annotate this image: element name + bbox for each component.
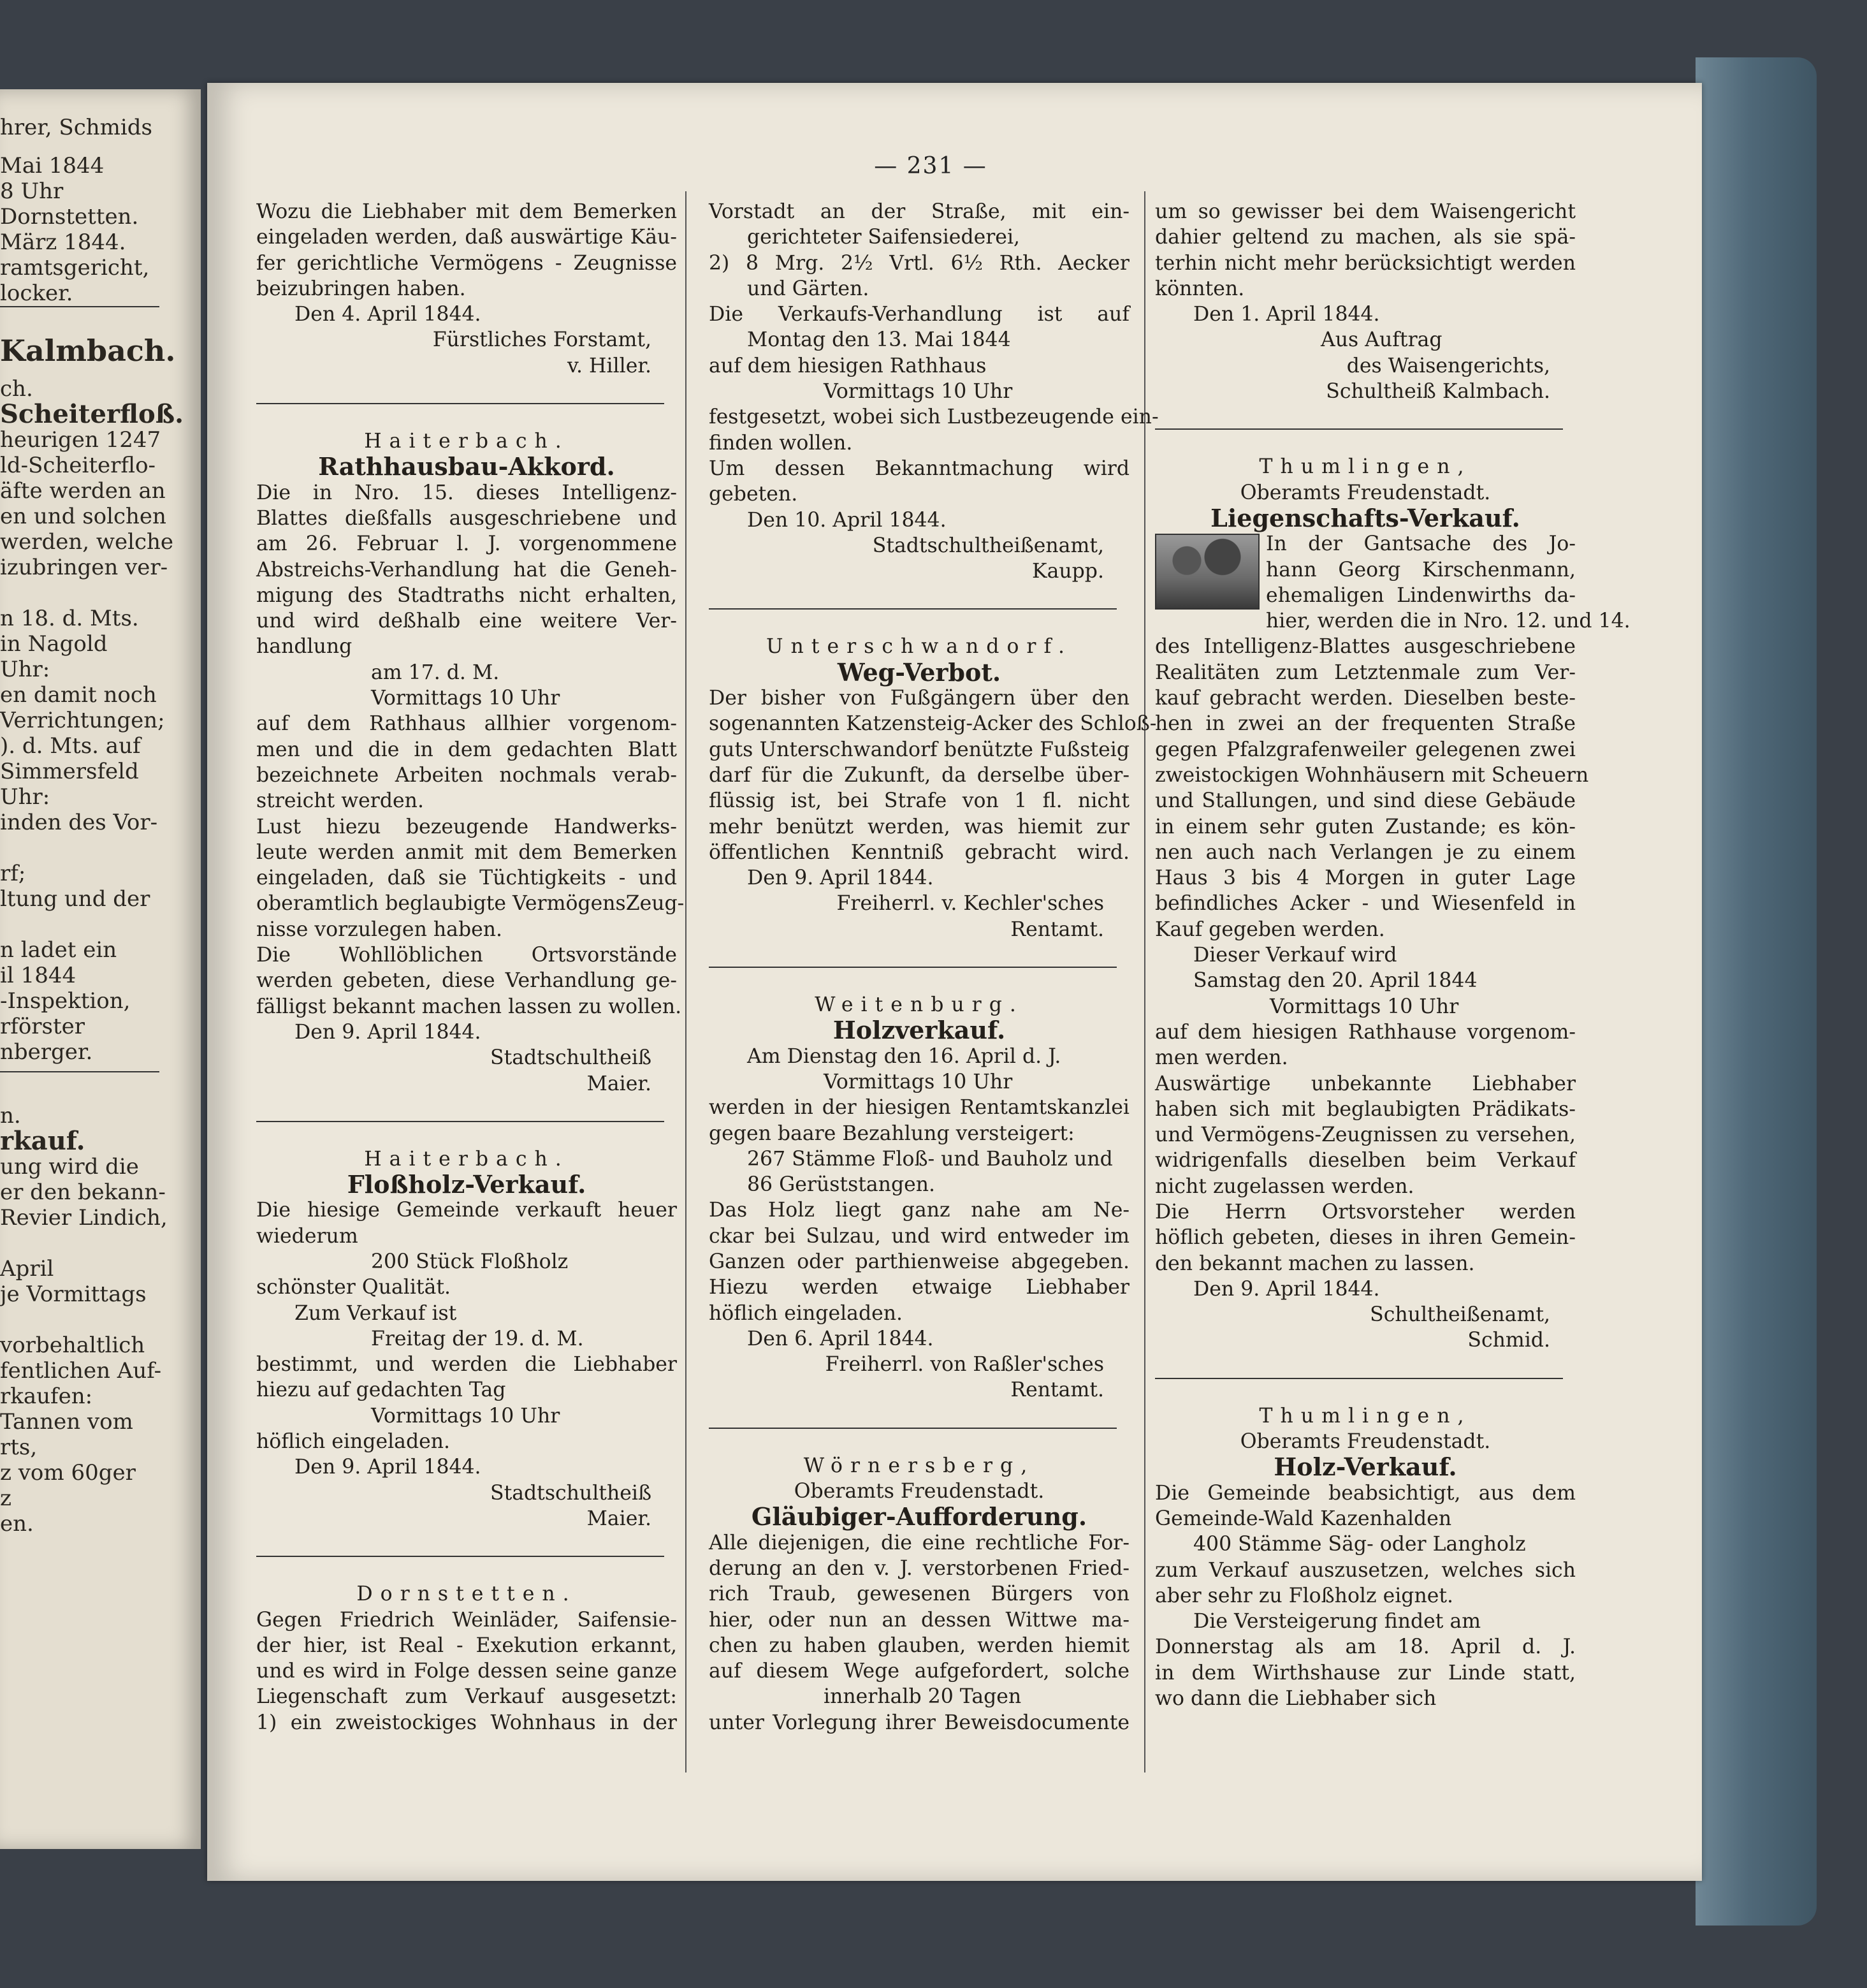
left-page-line: 8 Uhr bbox=[0, 179, 64, 204]
text-line: Den 1. April 1844. bbox=[1193, 303, 1380, 326]
text-line: werden in der hiesigen Rentamtskanzlei bbox=[709, 1096, 1130, 1120]
text-line: migung des Stadtraths nicht erhalten, bbox=[256, 583, 677, 607]
left-page-line: in Nagold bbox=[0, 631, 108, 657]
text-line: Die Herrn Ortsvorsteher werden bbox=[1155, 1200, 1576, 1224]
left-page-line: werden, welche bbox=[0, 529, 174, 555]
text-line: am 17. d. M. bbox=[371, 661, 500, 684]
text-line: 1) ein zweistockiges Wohnhaus in der bbox=[256, 1711, 677, 1734]
text-line: Stadtschultheiß bbox=[490, 1481, 651, 1505]
text-line: Schultheiß Kalmbach. bbox=[1326, 380, 1550, 404]
text-line: Dieser Verkauf wird bbox=[1193, 944, 1397, 967]
text-line: leute werden anmit mit dem Bemerken bbox=[256, 840, 677, 864]
text-line: Ganzen oder parthienweise abgegeben. bbox=[709, 1250, 1130, 1273]
separator-rule bbox=[709, 967, 1117, 968]
text-line: hen in zwei an der frequenten Straße bbox=[1155, 712, 1576, 736]
left-page-line: n. bbox=[0, 1103, 21, 1129]
left-page-line: rkaufen: bbox=[0, 1384, 93, 1409]
text-line: öffentlichen Kenntniß gebracht wird. bbox=[709, 840, 1130, 864]
notice-title: Holz-Verkauf. bbox=[1274, 1452, 1457, 1482]
left-page-line: ltung und der bbox=[0, 886, 150, 912]
separator-rule bbox=[709, 608, 1117, 610]
left-page-line: je Vormittags bbox=[0, 1282, 147, 1307]
text-line: beizubringen haben. bbox=[256, 277, 466, 300]
text-line: 200 Stück Floßholz bbox=[371, 1250, 569, 1273]
text-line: befindliches Acker - und Wiesenfeld in bbox=[1155, 892, 1576, 916]
text-line: und Gärten. bbox=[747, 277, 869, 300]
left-page-line: rf; bbox=[0, 861, 26, 886]
text-line: sogenannten Katzensteig-Acker des Schloß- bbox=[709, 712, 1157, 736]
text-line: Der bisher von Fußgängern über den bbox=[709, 687, 1130, 710]
text-line: auf dem hiesigen Rathhaus bbox=[709, 354, 987, 377]
text-line: wiederum bbox=[256, 1224, 358, 1248]
text-line: Freiherrl. v. Kechler'sches bbox=[836, 892, 1104, 916]
text-line: nicht zugelassen werden. bbox=[1155, 1174, 1414, 1198]
text-line: Maier. bbox=[586, 1507, 651, 1530]
text-line: auf dem Rathhaus allhier vorgenom- bbox=[256, 712, 677, 736]
text-line: Vorstadt an der Straße, mit ein- bbox=[709, 200, 1130, 223]
left-page-line: hrer, Schmids bbox=[0, 115, 152, 140]
notice-title: Holzverkauf. bbox=[832, 1016, 1006, 1045]
text-line: eingeladen, daß sie Tüchtigkeits - und bbox=[256, 866, 677, 890]
text-line: terhin nicht mehr berücksichtigt werden bbox=[1155, 251, 1576, 275]
text-line: und wird deßhalb eine weitere Ver- bbox=[256, 610, 677, 633]
column-2 bbox=[709, 199, 1159, 1736]
left-page-line: z vom 60ger bbox=[0, 1460, 136, 1486]
left-page-line: nberger. bbox=[0, 1039, 93, 1065]
notice-place: Haiterbach. bbox=[364, 430, 569, 453]
column-rule bbox=[1144, 191, 1145, 1772]
text-line: in einem sehr guten Zustande; es kön- bbox=[1155, 815, 1576, 838]
separator-rule bbox=[256, 403, 664, 404]
left-page-line: Uhr: bbox=[0, 657, 50, 682]
left-page-line: Simmersfeld bbox=[0, 759, 139, 784]
text-line: höflich eingeladen. bbox=[709, 1301, 903, 1325]
text-line: Die Verkaufs-Verhandlung ist auf bbox=[709, 303, 1130, 326]
text-line: schönster Qualität. bbox=[256, 1276, 451, 1299]
notice-place: Thumlingen, bbox=[1259, 1404, 1472, 1428]
text-line: Schmid. bbox=[1467, 1329, 1550, 1352]
text-line: Liegenschaft zum Verkauf ausgesetzt: bbox=[256, 1685, 677, 1709]
text-line: Realitäten zum Letztenmale zum Ver- bbox=[1155, 661, 1576, 684]
text-line: Vormittags 10 Uhr bbox=[371, 1404, 560, 1428]
text-line: men werden. bbox=[1155, 1046, 1288, 1070]
text-line: den bekannt machen zu lassen. bbox=[1155, 1252, 1475, 1275]
text-line: In der Gantsache des Jo- bbox=[1266, 532, 1576, 556]
text-line: Vormittags 10 Uhr bbox=[824, 1070, 1013, 1093]
text-line: Den 9. April 1844. bbox=[1193, 1277, 1380, 1301]
text-line: Die in Nro. 15. dieses Intelligenz- bbox=[256, 481, 677, 504]
text-line: des Waisengerichts, bbox=[1346, 354, 1550, 377]
text-line: unter Vorlegung ihrer Beweisdocumente bbox=[709, 1711, 1130, 1734]
left-page-line: -Inspektion, bbox=[0, 988, 131, 1014]
text-line: handlung bbox=[256, 635, 352, 659]
text-line: flüssig ist, bei Strafe von 1 fl. nicht bbox=[709, 789, 1130, 813]
text-line: Kauf gegeben werden. bbox=[1155, 917, 1385, 941]
left-page-line: fentlichen Auf- bbox=[0, 1358, 162, 1384]
separator-rule bbox=[256, 1556, 664, 1557]
notice-title: Weg-Verbot. bbox=[837, 657, 1001, 687]
left-page-line: rts, bbox=[0, 1435, 38, 1460]
notice-title: Rathhausbau-Akkord. bbox=[318, 452, 615, 481]
notice-place: Thumlingen, bbox=[1259, 455, 1472, 479]
text-line: fälligst bekannt machen lassen zu wollen. bbox=[256, 995, 682, 1018]
left-page-line: vorbehaltlich bbox=[0, 1333, 145, 1358]
text-line: Die Versteigerung findet am bbox=[1193, 1610, 1481, 1634]
left-page-line: z bbox=[0, 1486, 11, 1511]
text-line: Rentamt. bbox=[1010, 1378, 1104, 1402]
text-line: Den 10. April 1844. bbox=[747, 508, 947, 532]
text-line: höflich eingeladen. bbox=[256, 1430, 451, 1454]
separator-rule bbox=[256, 1121, 664, 1122]
left-page-line: Mai 1844 bbox=[0, 153, 105, 179]
left-page-line: ramtsgericht, bbox=[0, 255, 150, 281]
text-line: hann Georg Kirschenmann, bbox=[1266, 558, 1576, 581]
text-line: gebeten. bbox=[709, 483, 798, 506]
text-line: Samstag den 20. April 1844 bbox=[1193, 969, 1478, 993]
text-line: Oberamts Freudenstadt. bbox=[1240, 481, 1491, 504]
text-line: bezeichnete Arbeiten nochmals verab- bbox=[256, 763, 677, 787]
left-page-line: ld-Scheiterflo- bbox=[0, 453, 156, 478]
text-line: dahier geltend zu machen, als sie spä- bbox=[1155, 226, 1576, 249]
left-page-fragment bbox=[0, 89, 201, 1849]
notice-title: Floßholz-Verkauf. bbox=[347, 1170, 586, 1199]
book-cover-edge bbox=[1696, 57, 1817, 1926]
separator-rule bbox=[1155, 1378, 1563, 1379]
text-line: hier, werden die in Nro. 12. und 14. bbox=[1266, 610, 1631, 633]
text-line: Das Holz liegt ganz nahe am Ne- bbox=[709, 1199, 1130, 1222]
house-woodcut-image bbox=[1155, 534, 1260, 610]
text-line: Die Wohllöblichen Ortsvorstände bbox=[256, 944, 677, 967]
text-line: in dem Wirthshause zur Linde statt, bbox=[1155, 1661, 1576, 1685]
text-line: finden wollen. bbox=[709, 431, 853, 455]
text-line: Donnerstag als am 18. April d. J. bbox=[1155, 1635, 1576, 1659]
text-line: Aus Auftrag bbox=[1321, 328, 1442, 352]
text-line: Rentamt. bbox=[1010, 917, 1104, 941]
text-line: Den 4. April 1844. bbox=[294, 303, 481, 326]
notice-title: Liegenschafts-Verkauf. bbox=[1210, 503, 1520, 532]
text-line: Vormittags 10 Uhr bbox=[824, 380, 1013, 404]
text-line: hiezu auf gedachten Tag bbox=[256, 1378, 506, 1402]
text-line: Montag den 13. Mai 1844 bbox=[747, 328, 1011, 352]
text-line: zum Verkauf auszusetzen, welches sich bbox=[1155, 1558, 1576, 1582]
left-page-line: n ladet ein bbox=[0, 937, 117, 963]
text-line: Fürstliches Forstamt, bbox=[432, 328, 651, 352]
left-page-line: April bbox=[0, 1256, 54, 1282]
text-line: Alle diejenigen, die eine rechtliche For- bbox=[709, 1531, 1130, 1554]
notice-place: Wörnersberg, bbox=[803, 1454, 1035, 1477]
text-line: Den 9. April 1844. bbox=[294, 1020, 481, 1044]
notice-title: Gläubiger-Aufforderung. bbox=[751, 1502, 1087, 1531]
text-line: ehemaligen Lindenwirths da- bbox=[1266, 583, 1576, 607]
left-page-line: en. bbox=[0, 1511, 34, 1537]
text-line: zweistockigen Wohnhäusern mit Scheuern bbox=[1155, 763, 1589, 787]
notice-place: Unterschwandorf. bbox=[766, 635, 1073, 659]
text-line: auf diesem Wege aufgefordert, solche bbox=[709, 1660, 1130, 1683]
left-page-line: en damit noch bbox=[0, 682, 157, 708]
left-page-line: rkauf. bbox=[0, 1126, 85, 1156]
column-1 bbox=[256, 199, 685, 1736]
text-line: aber sehr zu Floßholz eignet. bbox=[1155, 1584, 1454, 1607]
left-page-line: ch. bbox=[0, 376, 33, 402]
text-line: Den 9. April 1844. bbox=[747, 866, 934, 890]
separator-rule bbox=[1155, 428, 1563, 430]
text-line: Den 6. April 1844. bbox=[747, 1327, 934, 1350]
text-line: 86 Gerüststangen. bbox=[747, 1173, 936, 1197]
text-line: innerhalb 20 Tagen bbox=[824, 1685, 1022, 1709]
text-line: Haus 3 bis 4 Morgen in guter Lage bbox=[1155, 866, 1576, 890]
left-page-line: heurigen 1247 bbox=[0, 427, 161, 453]
text-line: um so gewisser bei dem Waisengericht bbox=[1155, 200, 1576, 223]
text-line: Maier. bbox=[586, 1072, 651, 1095]
text-line: und Stallungen, und sind diese Gebäude bbox=[1155, 789, 1576, 813]
text-line: Um dessen Bekanntmachung wird bbox=[709, 457, 1130, 480]
text-line: ckar bei Sulzau, und wird entweder im bbox=[709, 1224, 1130, 1248]
text-line: Hiezu werden etwaige Liebhaber bbox=[709, 1276, 1130, 1299]
text-line: men und die in dem gedachten Blatt bbox=[256, 738, 677, 761]
text-line: Am Dienstag den 16. April d. J. bbox=[747, 1044, 1061, 1068]
left-page-line: il 1844 bbox=[0, 963, 76, 988]
left-page-line: März 1844. bbox=[0, 230, 126, 255]
left-page-line: Uhr: bbox=[0, 784, 50, 810]
text-line: Gemeinde-Wald Kazenhalden bbox=[1155, 1507, 1452, 1530]
text-line: des Intelligenz-Blattes ausgeschriebene bbox=[1155, 635, 1576, 659]
left-page-line: rförster bbox=[0, 1014, 85, 1039]
left-page-line: n 18. d. Mts. bbox=[0, 606, 139, 631]
text-line: und Vermögens-Zeugnissen zu versehen, bbox=[1155, 1123, 1576, 1147]
text-line: Abstreichs-Verhandlung hat die Geneh- bbox=[256, 558, 677, 581]
text-line: darf für die Zukunft, da derselbe über- bbox=[709, 763, 1130, 787]
text-line: streicht werden. bbox=[256, 789, 424, 813]
text-line: werden gebeten, diese Verhandlung ge- bbox=[256, 969, 677, 993]
text-line: Stadtschultheiß bbox=[490, 1046, 651, 1070]
text-line: gerichteter Saifensiederei, bbox=[747, 226, 1021, 249]
text-line: Wozu die Liebhaber mit dem Bemerken bbox=[256, 200, 677, 223]
left-page-line: locker. bbox=[0, 281, 73, 306]
text-line: Kaupp. bbox=[1032, 560, 1104, 583]
separator-rule bbox=[0, 306, 159, 307]
text-line: Blattes dießfalls ausgeschriebene und bbox=[256, 506, 677, 530]
text-line: Zum Verkauf ist bbox=[294, 1301, 457, 1325]
text-line: Den 9. April 1844. bbox=[294, 1456, 481, 1479]
text-line: Freiherrl. von Raßler'sches bbox=[825, 1353, 1104, 1377]
text-line: Auswärtige unbekannte Liebhaber bbox=[1155, 1072, 1576, 1095]
text-line: haben sich mit beglaubigten Prädikats- bbox=[1155, 1097, 1576, 1121]
text-line: Freitag der 19. d. M. bbox=[371, 1327, 584, 1350]
text-line: fer gerichtliche Vermögens - Zeugnisse bbox=[256, 251, 677, 275]
left-page-line: Verrichtungen; bbox=[0, 708, 165, 733]
text-line: gegen Pfalzgrafenweiler gelegenen zwei bbox=[1155, 738, 1576, 761]
page-number: — 231 — bbox=[874, 153, 987, 179]
left-page-line: äfte werden an bbox=[0, 478, 166, 504]
text-line: 2) 8 Mrg. 2½ Vrtl. 6½ Rth. Aecker bbox=[709, 251, 1130, 275]
text-line: widrigenfalls dieselben beim Verkauf bbox=[1155, 1149, 1576, 1173]
left-page-line: en und solchen bbox=[0, 504, 166, 529]
text-line: guts Unterschwandorf benützte Fußsteig bbox=[709, 738, 1130, 761]
text-line: Die hiesige Gemeinde verkauft heuer bbox=[256, 1199, 677, 1222]
text-line: der hier, ist Real - Exekution erkannt, bbox=[256, 1634, 677, 1657]
text-line: hier, oder nun an dessen Wittwe ma- bbox=[709, 1608, 1130, 1632]
text-line: kauf gebracht werden. Dieselben beste- bbox=[1155, 687, 1576, 710]
left-page-line: Tannen vom bbox=[0, 1409, 133, 1435]
left-page-line: inden des Vor- bbox=[0, 810, 158, 835]
text-line: 400 Stämme Säg- oder Langholz bbox=[1193, 1533, 1526, 1556]
column-3 bbox=[1155, 199, 1631, 1711]
text-line: mehr benützt werden, was hiemit zur bbox=[709, 815, 1130, 838]
text-line: derung an den v. J. verstorbenen Fried- bbox=[709, 1556, 1130, 1580]
text-line: rich Traub, gewesenen Bürgers von bbox=[709, 1582, 1130, 1606]
text-line: nen auch nach Verlangen je zu einem bbox=[1155, 840, 1576, 864]
text-line: und es wird in Folge dessen seine ganze bbox=[256, 1660, 677, 1683]
notice-place: Weitenburg. bbox=[815, 993, 1024, 1017]
notice-place: Dornstetten. bbox=[356, 1582, 577, 1606]
text-line: eingeladen werden, daß auswärtige Käu- bbox=[256, 226, 677, 249]
text-line: nisse vorzulegen haben. bbox=[256, 917, 503, 941]
left-page-line: izubringen ver- bbox=[0, 555, 168, 580]
text-line: auf dem hiesigen Rathhause vorgenom- bbox=[1155, 1020, 1576, 1044]
left-page-line: ung wird die bbox=[0, 1154, 139, 1180]
text-line: v. Hiller. bbox=[567, 354, 651, 377]
text-line: festgesetzt, wobei sich Lustbezeugende ein- bbox=[709, 406, 1159, 429]
text-line: höflich gebeten, dieses in ihren Gemein- bbox=[1155, 1226, 1576, 1250]
text-line: Vormittags 10 Uhr bbox=[371, 687, 560, 710]
left-page-line: Revier Lindich, bbox=[0, 1205, 168, 1231]
notice-place: Haiterbach. bbox=[364, 1147, 569, 1171]
left-page-line: ). d. Mts. auf bbox=[0, 733, 141, 759]
text-line: Schultheißenamt, bbox=[1370, 1303, 1550, 1327]
text-line: Vormittags 10 Uhr bbox=[1270, 995, 1459, 1018]
text-line: chen zu haben glauben, werden hiemit bbox=[709, 1634, 1130, 1657]
text-line: Oberamts Freudenstadt. bbox=[794, 1480, 1045, 1503]
text-line: bestimmt, und werden die Liebhaber bbox=[256, 1353, 677, 1377]
column-rule bbox=[685, 191, 687, 1772]
left-page-line: Scheiterfloß. bbox=[0, 399, 184, 429]
left-page-line: Dornstetten. bbox=[0, 204, 139, 230]
text-line: am 26. Februar l. J. vorgenommene bbox=[256, 532, 677, 556]
text-line: 267 Stämme Floß- und Bauholz und bbox=[747, 1147, 1113, 1171]
text-line: Stadtschultheißenamt, bbox=[872, 534, 1104, 557]
text-line: Gegen Friedrich Weinläder, Saifensie- bbox=[256, 1608, 677, 1632]
separator-rule bbox=[709, 1428, 1117, 1429]
text-line: wo dann die Liebhaber sich bbox=[1155, 1687, 1437, 1711]
left-page-line: er den bekann- bbox=[0, 1180, 166, 1205]
separator-rule bbox=[0, 1071, 159, 1072]
text-line: Lust hiezu bezeugende Handwerks- bbox=[256, 815, 677, 838]
text-line: könnten. bbox=[1155, 277, 1245, 300]
text-line: gegen baare Bezahlung versteigert: bbox=[709, 1122, 1075, 1145]
left-page-line: Kalmbach. bbox=[0, 333, 176, 368]
text-line: Oberamts Freudenstadt. bbox=[1240, 1430, 1491, 1454]
text-line: oberamtlich beglaubigte VermögensZeug- bbox=[256, 892, 685, 916]
text-line: Die Gemeinde beabsichtigt, aus dem bbox=[1155, 1481, 1576, 1505]
